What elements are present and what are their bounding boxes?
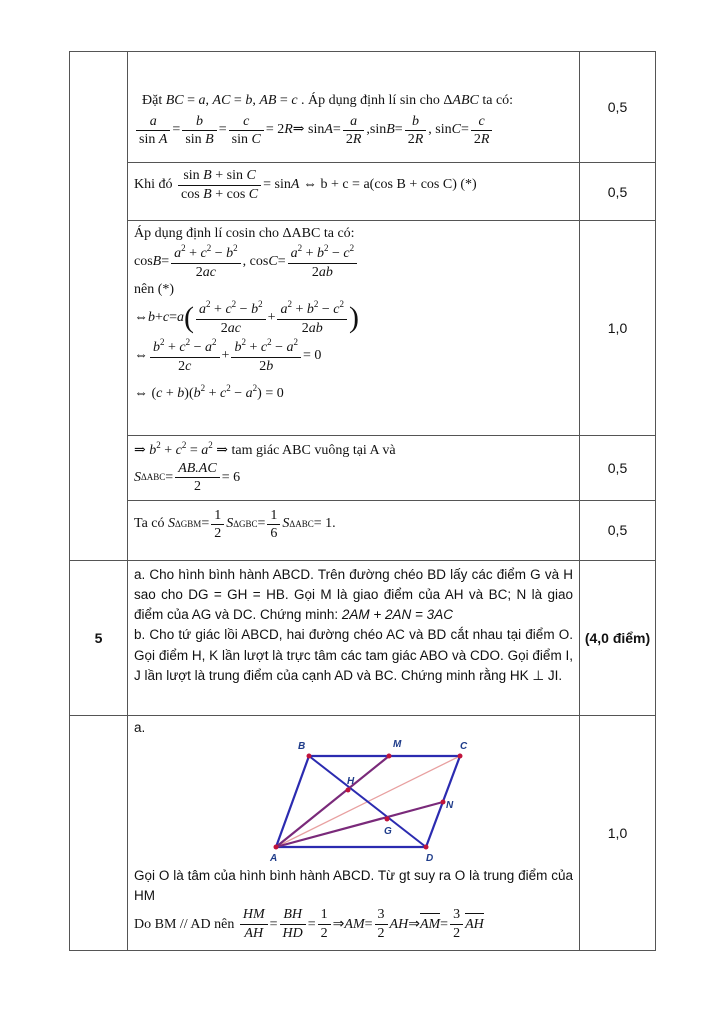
nen-label: nên (*) xyxy=(134,282,175,298)
empty-number-cell xyxy=(70,52,128,561)
label-h: H xyxy=(347,775,355,787)
label-d: D xyxy=(426,852,434,864)
problem-part-a: a. Cho hình bình hành ABCD. Trên đường chéo BD lấy các điểm G và H sao cho DG = GH = HB. Gọi M là giao điểm của AH và BC; N là giao điểm của AG và DC. Chứng minh: 2AM + 2AN = 3AC xyxy=(134,566,573,622)
table-row xyxy=(70,163,656,221)
problem-score: (4,0 điểm) xyxy=(580,560,656,715)
sine-law-intro: Đặt BC = a, AC = b, AB = c . Áp dụng định lí sin cho ΔABC ta có: xyxy=(142,93,514,108)
problem-row xyxy=(70,560,656,715)
label-b: B xyxy=(298,740,306,752)
point-c xyxy=(458,753,463,758)
sine-law-formula: $\frac{a}{\text{sin A}}$ = $\frac{b}{\text{sin B}}$ = $\frac{c}{\text{sin C}}$ = 2 R ⇒ sin A = $\frac{a}{2R}$ ,sin B = $\frac{b}{2R}$ , sin C = $\frac{c}{2R}$ xyxy=(134,113,573,149)
step-3: ⇔ $(c + b)(b^2 + c^2 - a^2) = 0$ xyxy=(134,383,284,402)
solution-table xyxy=(69,51,656,951)
step-2: ⇔ $\frac{b^2 + c^2 - a^2}{2c}$ + $\frac{b^2 + c^2 - a^2}{2b}$ = 0 xyxy=(134,337,322,374)
solution-text-2: Do BM // AD nên $\frac{HM}{AH}$ = $\frac{BH}{HD}$ = $\frac{1}{2}$ ⇒ AM = $\frac{3}{2}$ AH ⇒ AM = $\frac{3}{2}$ AH xyxy=(134,907,484,941)
point-h xyxy=(346,787,351,792)
right-triangle-line: ⇒ $b^2 + c^2 = a^2$ ⇒ tam giác ABC vuông tại A và xyxy=(134,440,396,458)
points-cell: 0,5 xyxy=(580,163,656,221)
vector-formula: 2AM + 2AN = 3AC xyxy=(341,607,453,622)
point-a xyxy=(274,844,279,849)
point-b xyxy=(307,753,312,758)
solution-label: a. xyxy=(134,719,146,735)
point-g xyxy=(385,816,390,821)
table-row xyxy=(70,436,656,501)
solution-row xyxy=(70,715,656,950)
points-cell: 0,5 xyxy=(580,436,656,501)
area-ratio-line: Ta có S ΔGBM = $\frac{1}{2}$ S ΔGBC = $\frac{1}{6}$ S ΔABC = 1. xyxy=(134,507,336,541)
point-m xyxy=(387,753,392,758)
step-1: ⇔ b + c = a ( $\frac{a^2 + c^2 - b^2}{2ac}$ + $\frac{a^2 + b^2 - c^2}{2ab}$ ) xyxy=(134,299,359,336)
table-row xyxy=(70,221,656,436)
problem-number: 5 xyxy=(70,560,128,715)
points-cell: 0,5 xyxy=(580,500,656,560)
points-cell: 0,5 xyxy=(580,52,656,163)
label-m: M xyxy=(393,738,402,750)
table-row xyxy=(70,500,656,560)
cosine-law-intro: Áp dụng định lí cosin cho ΔABC ta có: xyxy=(134,226,355,241)
table-row xyxy=(70,52,656,163)
label-a: A xyxy=(270,852,278,864)
label-c: C xyxy=(460,740,468,752)
problem-part-b: b. Cho tứ giác lồi ABCD, hai đường chéo AC và BD cắt nhau tại điểm O. Gọi điểm H, K lần lượt là trực tâm các tam giác ABO và CDO. Gọi điểm I, J lần lượt là trung điểm của cạnh AD và BC. Chứng minh rằng HK ⊥ JI. xyxy=(134,627,573,683)
area-formula: S ΔABC = $\frac{AB.AC}{2}$ = 6 xyxy=(134,460,241,494)
label-n: N xyxy=(446,799,454,811)
parallelogram-figure xyxy=(128,734,568,864)
cosine-formula: cos B = $\frac{a^2 + c^2 - b^2}{2ac}$ , cos C = $\frac{a^2 + b^2 - c^2}{2ab}$ xyxy=(134,243,573,281)
label-g: G xyxy=(384,825,392,837)
points-cell: 1,0 xyxy=(580,221,656,436)
solution-text-1: Gọi O là tâm của hình bình hành ABCD. Từ gt suy ra O là trung điểm của HM xyxy=(134,867,573,903)
point-d xyxy=(424,844,429,849)
point-n xyxy=(441,799,446,804)
points-cell: 1,0 xyxy=(580,715,656,950)
khi-do-formula: Khi đó $\frac{\text{sin B + sin C}}{\text{cos B + cos C}}$ = sin A ⇔ b + c = a(cos B + cos C) (*) xyxy=(134,168,477,202)
